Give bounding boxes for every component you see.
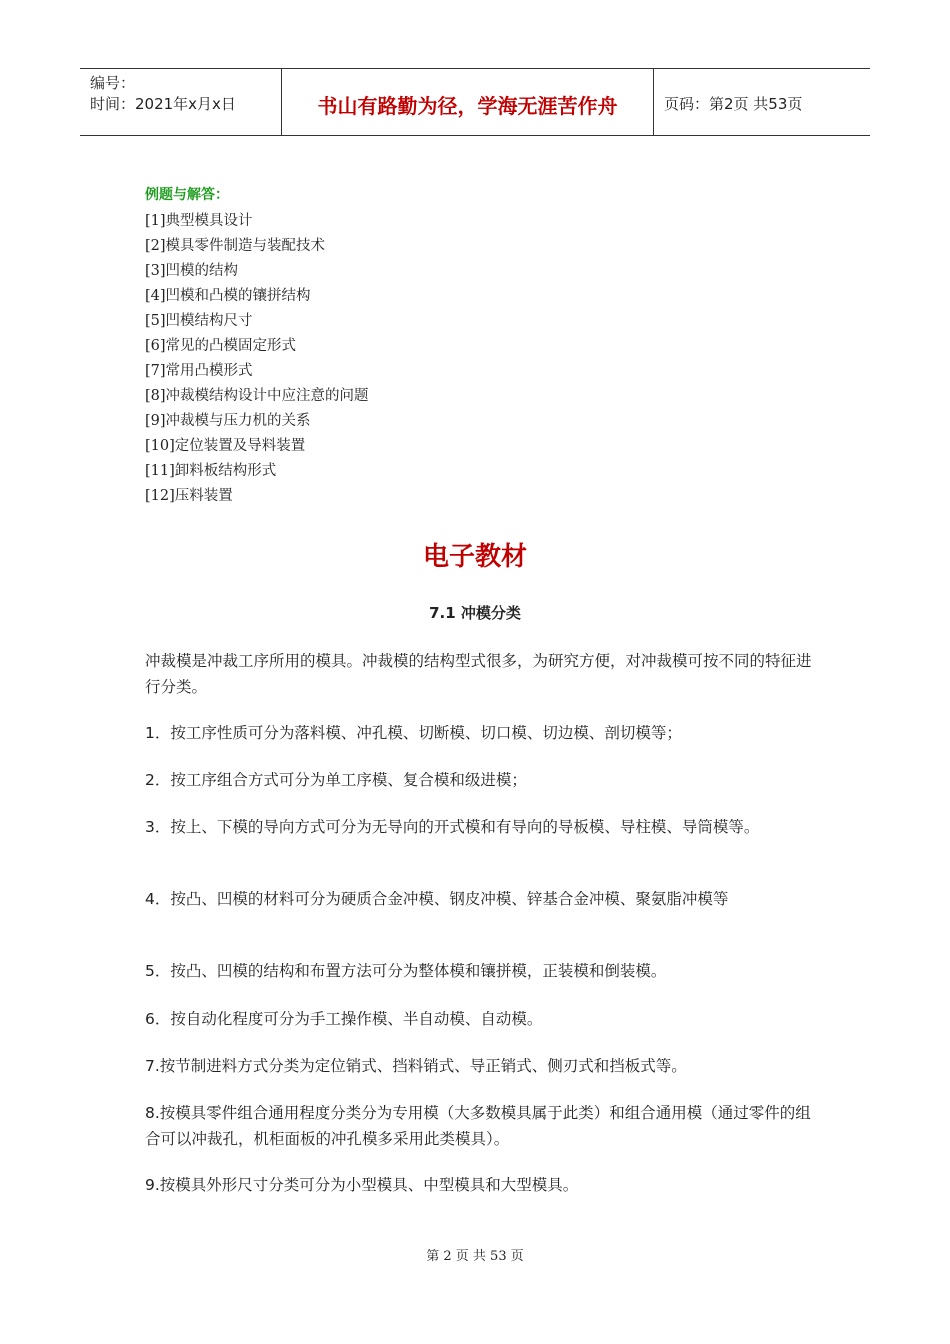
toc-item: [6]常见的凸模固定形式	[145, 338, 297, 354]
header-page-info: 页码：第2页 共53页	[664, 94, 803, 113]
paragraph-item: 6．按自动化程度可分为手工操作模、半自动模、自动模。	[145, 1010, 543, 1028]
paragraph-item: 7.按节制进料方式分类为定位销式、挡料销式、导正销式、侧刃式和挡板式等。	[145, 1057, 687, 1075]
paragraph-item: 3．按上、下模的导向方式可分为无导向的开式模和有导向的导板模、导柱模、导筒模等。	[145, 818, 760, 836]
toc-item: [9]冲裁模与压力机的关系	[145, 413, 311, 429]
paragraph-item: 9.按模具外形尺寸分类可分为小型模具、中型模具和大型模具。	[145, 1176, 579, 1194]
example-toc	[145, 184, 369, 509]
paragraph-item: 1．按工序性质可分为落料模、冲孔模、切断模、切口模、切边模、剖切模等；	[145, 724, 682, 742]
page-title: 电子教材	[422, 542, 527, 572]
page-footer: 第 2 页 共 53 页	[426, 1249, 524, 1264]
toc-item: [5]凹模结构尺寸	[145, 313, 253, 329]
toc-item: [1]典型模具设计	[145, 213, 253, 229]
paragraph-item: 8.按模具零件组合通用程度分类分为专用模（大多数模具属于此类）和组合通用模（通过零件的组合可以冲裁孔，机柜面板的冲孔模多采用此类模具）。	[145, 1104, 811, 1148]
header-meta	[80, 69, 282, 135]
toc-item: [11]卸料板结构形式	[145, 463, 277, 479]
paragraph-item: 5．按凸、凹模的结构和布置方法可分为整体模和镶拼模，正装模和倒装模。	[145, 962, 667, 980]
page-header	[80, 68, 870, 136]
paragraph-item: 4．按凸、凹模的材料可分为硬质合金冲模、钢皮冲模、锌基合金冲模、聚氨脂冲模等	[145, 890, 729, 908]
number-label: 编号：	[90, 74, 136, 92]
section-title: 7.1 冲模分类	[429, 604, 521, 622]
toc-item: [2]模具零件制造与装配技术	[145, 238, 326, 254]
toc-item: [8]冲裁模结构设计中应注意的问题	[145, 388, 369, 404]
paragraph-item: 2．按工序组合方式可分为单工序模、复合模和级进模；	[145, 771, 527, 789]
toc-item: [12]压料装置	[145, 488, 233, 504]
time-label: 时间：2021年x月x日	[90, 95, 236, 113]
toc-item: [3]凹模的结构	[145, 263, 239, 279]
toc-title: 例题与解答：	[145, 187, 229, 203]
toc-item: [7]常用凸模形式	[145, 363, 253, 379]
paragraph-intro: 冲裁模是冲裁工序所用的模具。冲裁模的结构型式很多，为研究方便，对冲裁模可按不同的特征进行分类。	[145, 652, 812, 696]
toc-item: [10]定位装置及导料装置	[145, 438, 306, 454]
header-motto: 书山有路勤为径，学海无涯苦作舟	[282, 69, 654, 135]
toc-item: [4]凹模和凸模的镶拼结构	[145, 288, 311, 304]
